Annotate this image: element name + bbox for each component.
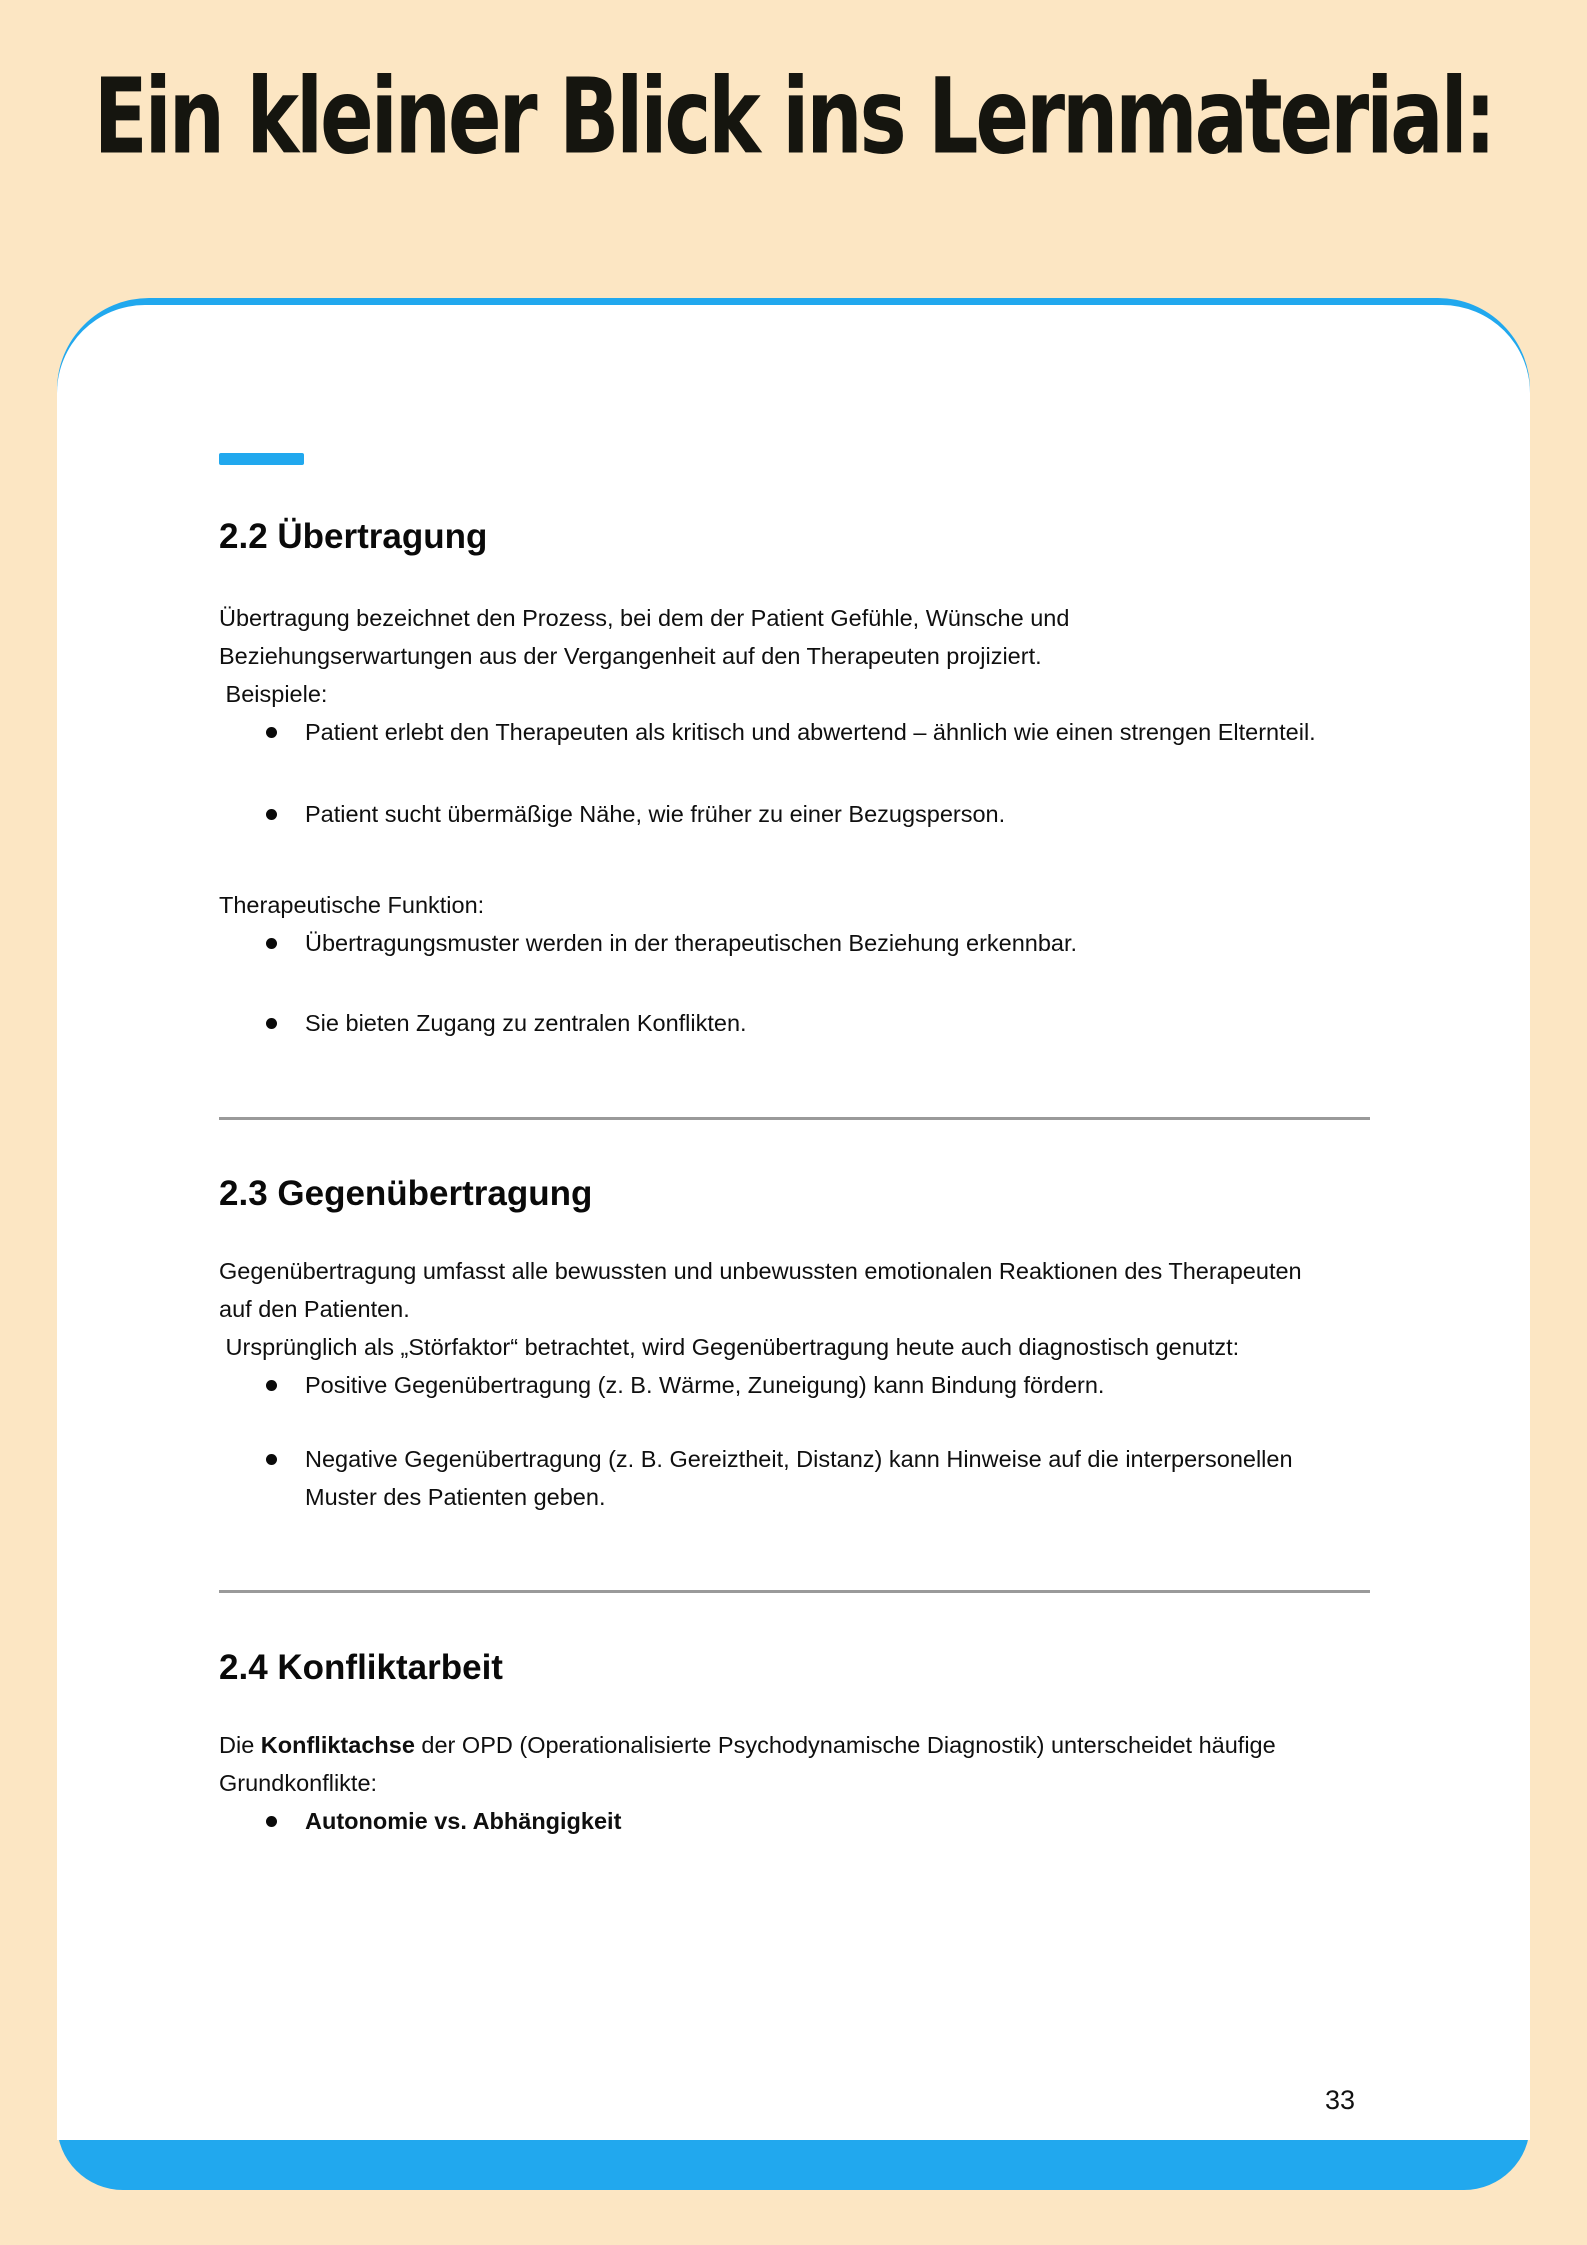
bullet-icon: [266, 938, 277, 949]
list-item-text: Negative Gegenübertragung (z. B. Gereiztheit, Distanz) kann Hinweise auf die interpersonellen: [305, 1446, 1293, 1472]
list-item-text: Übertragungsmuster werden in der therapeutischen Beziehung erkennbar.: [305, 930, 1078, 956]
paragraph-line: Beispiele:: [219, 681, 328, 707]
section-2-3-list: [219, 1366, 1370, 1516]
poster-title: Ein kleiner Blick ins Lernmaterial:: [93, 56, 1494, 178]
list-item: [219, 1366, 1370, 1404]
section-divider: [219, 1117, 1370, 1120]
paragraph-text: Die: [219, 1732, 261, 1758]
bullet-icon: [266, 1816, 277, 1827]
bullet-icon: [266, 727, 277, 738]
section-heading-2-2: 2.2 Übertragung: [219, 517, 488, 556]
list-item-text: Muster des Patienten geben.: [305, 1484, 606, 1510]
paragraph-line: Übertragung bezeichnet den Prozess, bei dem der Patient Gefühle, Wünsche und: [219, 605, 1070, 631]
accent-bar: [219, 453, 304, 465]
list-item-text: Patient sucht übermäßige Nähe, wie früher zu einer Bezugsperson.: [305, 801, 1006, 827]
list-item-text: Autonomie vs. Abhängigkeit: [305, 1808, 622, 1834]
section-2-2-intro: [219, 599, 1370, 713]
document-page-body: [57, 305, 1530, 2140]
paragraph-line: Beziehungserwartungen aus der Vergangenheit auf den Therapeuten projiziert.: [219, 643, 1042, 669]
bullet-icon: [266, 1454, 277, 1465]
document-content: [219, 305, 1370, 1840]
list-item: [219, 1802, 1370, 1840]
bullet-icon: [266, 1380, 277, 1391]
list-item: [219, 713, 1370, 751]
list-item: [219, 1440, 1370, 1516]
bullet-icon: [266, 1018, 277, 1029]
paragraph-line: Gegenübertragung umfasst alle bewussten und unbewussten emotionalen Reaktionen des Therapeuten: [219, 1258, 1302, 1284]
section-2-2-function-list: [219, 924, 1370, 1042]
section-2-2-subheading: Therapeutische Funktion:: [219, 892, 485, 918]
list-item-text: Sie bieten Zugang zu zentralen Konflikten.: [305, 1010, 747, 1036]
section-2-3-intro: [219, 1252, 1370, 1366]
paragraph-text: der OPD (Operationalisierte Psychodynamische Diagnostik) unterscheidet häufige Grundkonflikte:: [219, 1732, 1276, 1796]
paragraph-line: auf den Patienten.: [219, 1296, 410, 1322]
bullet-icon: [266, 809, 277, 820]
section-heading-2-3: 2.3 Gegenübertragung: [219, 1174, 593, 1213]
section-2-4-intro: [219, 1726, 1370, 1802]
list-item: [219, 795, 1370, 833]
list-item-text: Patient erlebt den Therapeuten als kritisch und abwertend – ähnlich wie einen strengen Elternteil.: [305, 719, 1316, 745]
section-heading-2-4: 2.4 Konfliktarbeit: [219, 1648, 503, 1687]
page-number: 33: [1324, 2085, 1355, 2115]
section-2-2-example-list: [219, 713, 1370, 833]
section-divider: [219, 1590, 1370, 1593]
paragraph-bold-text: Konfliktachse: [260, 1732, 415, 1758]
list-item: [219, 924, 1370, 962]
paragraph-line: Ursprünglich als „Störfaktor“ betrachtet, wird Gegenübertragung heute auch diagnostisch genutzt:: [219, 1334, 1240, 1360]
list-item: [219, 1004, 1370, 1042]
document-page: [57, 298, 1530, 2190]
list-item-text: Positive Gegenübertragung (z. B. Wärme, Zuneigung) kann Bindung fördern.: [305, 1372, 1105, 1398]
section-2-4-list: [219, 1802, 1370, 1840]
